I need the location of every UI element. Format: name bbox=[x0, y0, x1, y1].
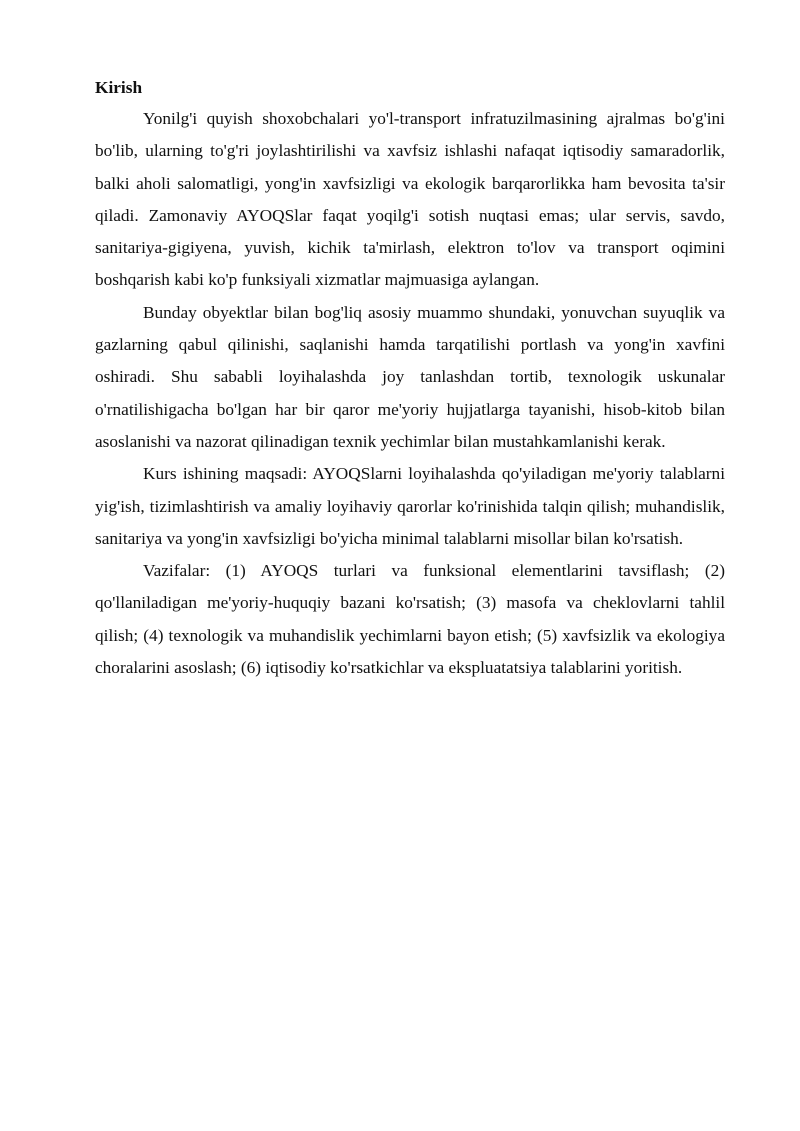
paragraph-introduction: Yonilg'i quyish shoxobchalari yo'l-transport infratuzilmasining ajralmas bo'g'ini bo'lib, ularning to'g'ri joylashtirilishi va xavfsiz ishlashi nafaqat iqtisodiy samaradorlik, balki aholi salomatligi, yong'in xavfsizligi va ekologik barqarorlikka ham bevosita ta'sir qiladi. Zamonaviy AYOQSlar faqat yoqilg'i sotish nuqtasi emas; ular servis, savdo, sanitariya-gigiyena, yuvish, kichik ta'mirlash, elektron to'lov va transport oqimini boshqarish kabi ko'p funksiyali xizmatlar majmuasiga aylangan. bbox=[95, 109, 725, 290]
section-heading: Kirish bbox=[95, 78, 143, 97]
document-body bbox=[95, 74, 725, 684]
paragraph-goal: Kurs ishining maqsadi: AYOQSlarni loyihalashda qo'yiladigan me'yoriy talablarni yig'ish, tizimlashtirish va amaliy loyihaviy qarorlar ko'rinishida talqin qilish; muhandislik, sanitariya va yong'in xavfsizligi bo'yicha minimal talablarni misollar bilan ko'rsatish. bbox=[95, 464, 725, 548]
paragraph-tasks: Vazifalar: (1) AYOQS turlari va funksional elementlarini tavsiflash; (2) qo'llaniladigan me'yoriy-huquqiy bazani ko'rsatish; (3) masofa va cheklovlarni tahlil qilish; (4) texnologik va muhandislik yechimlarni bayon etish; (5) xavfsizlik va ekologiya choralarini asoslash; (6) iqtisodiy ko'rsatkichlar va ekspluatatsiya talablarini yoritish. bbox=[95, 561, 725, 678]
paragraph-problem: Bunday obyektlar bilan bog'liq asosiy muammo shundaki, yonuvchan suyuqlik va gazlarning qabul qilinishi, saqlanishi hamda tarqatilishi portlash va yong'in xavfini oshiradi. Shu sababli loyihalashda joy tanlashdan tortib, texnologik uskunalar o'rnatilishigacha bo'lgan har bir qaror me'yoriy hujjatlarga tayanishi, hisob-kitob bilan asoslanishi va nazorat qilinadigan texnik yechimlar bilan mustahkamlanishi kerak. bbox=[95, 302, 725, 451]
